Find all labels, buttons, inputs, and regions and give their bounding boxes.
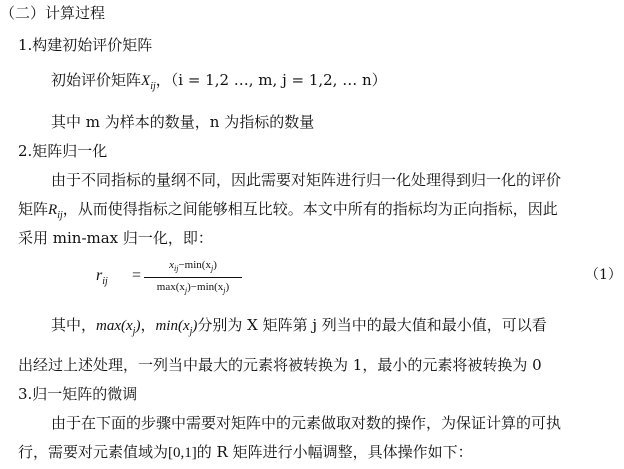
step2-paragraph-line3: 采用 min-max 归一化，即： [18, 229, 213, 247]
step3-paragraph-line1: 由于在下面的步骤中需要对矩阵中的元素做取对数的操作，为保证计算的可执 [51, 414, 562, 432]
formula-lhs: $r_{ij}$ [96, 267, 108, 288]
formula-equals: = [132, 267, 142, 284]
matrix-note: 其中 m 为样本的数量，n 为指标的数量 [51, 113, 315, 131]
section-title: （二）计算过程 [0, 4, 106, 22]
formula-explanation-line2: 出经过上述处理，一列当中最大的元素将被转换为 1，最小的元素将被转换为 0 [18, 356, 542, 374]
matrix-definition: 初始评价矩阵$X_{ij}$，（i = 1,2 …, m, j = 1,2, … n） [51, 71, 387, 92]
formula-denominator: $\max(x_j)-\min(x_j)$ [156, 281, 230, 296]
step3-heading: 3.归一矩阵的微调 [18, 385, 138, 403]
step2-paragraph-line1: 由于不同指标的量纲不同，因此需要对矩阵进行归一化处理得到归一化的评价 [51, 171, 562, 189]
step2-paragraph-line2: 矩阵$R_{ij}$，从而使得指标之间能够相互比较。本文中所有的指标均为正向指标，因此 [18, 200, 558, 221]
step2-heading: 2.矩阵归一化 [18, 142, 108, 160]
formula-fraction [144, 258, 242, 298]
step1-heading: 1.构建初始评价矩阵 [18, 36, 153, 54]
formula-numerator: $x_{ij}-\min(x_j)$ [169, 259, 217, 274]
fraction-bar [144, 277, 242, 278]
step3-paragraph-line2: 行，需要对元素值域为[0,1]的 R 矩阵进行小幅调整，具体操作如下： [18, 443, 473, 461]
formula-explanation-line1: 其中，$\max(x_j)$，$\min(x_j)$分别为 X 矩阵第 j 列当中的最大值和最小值，可以看 [51, 316, 547, 337]
formula-number: （1） [585, 267, 622, 283]
normalization-formula [96, 258, 256, 294]
